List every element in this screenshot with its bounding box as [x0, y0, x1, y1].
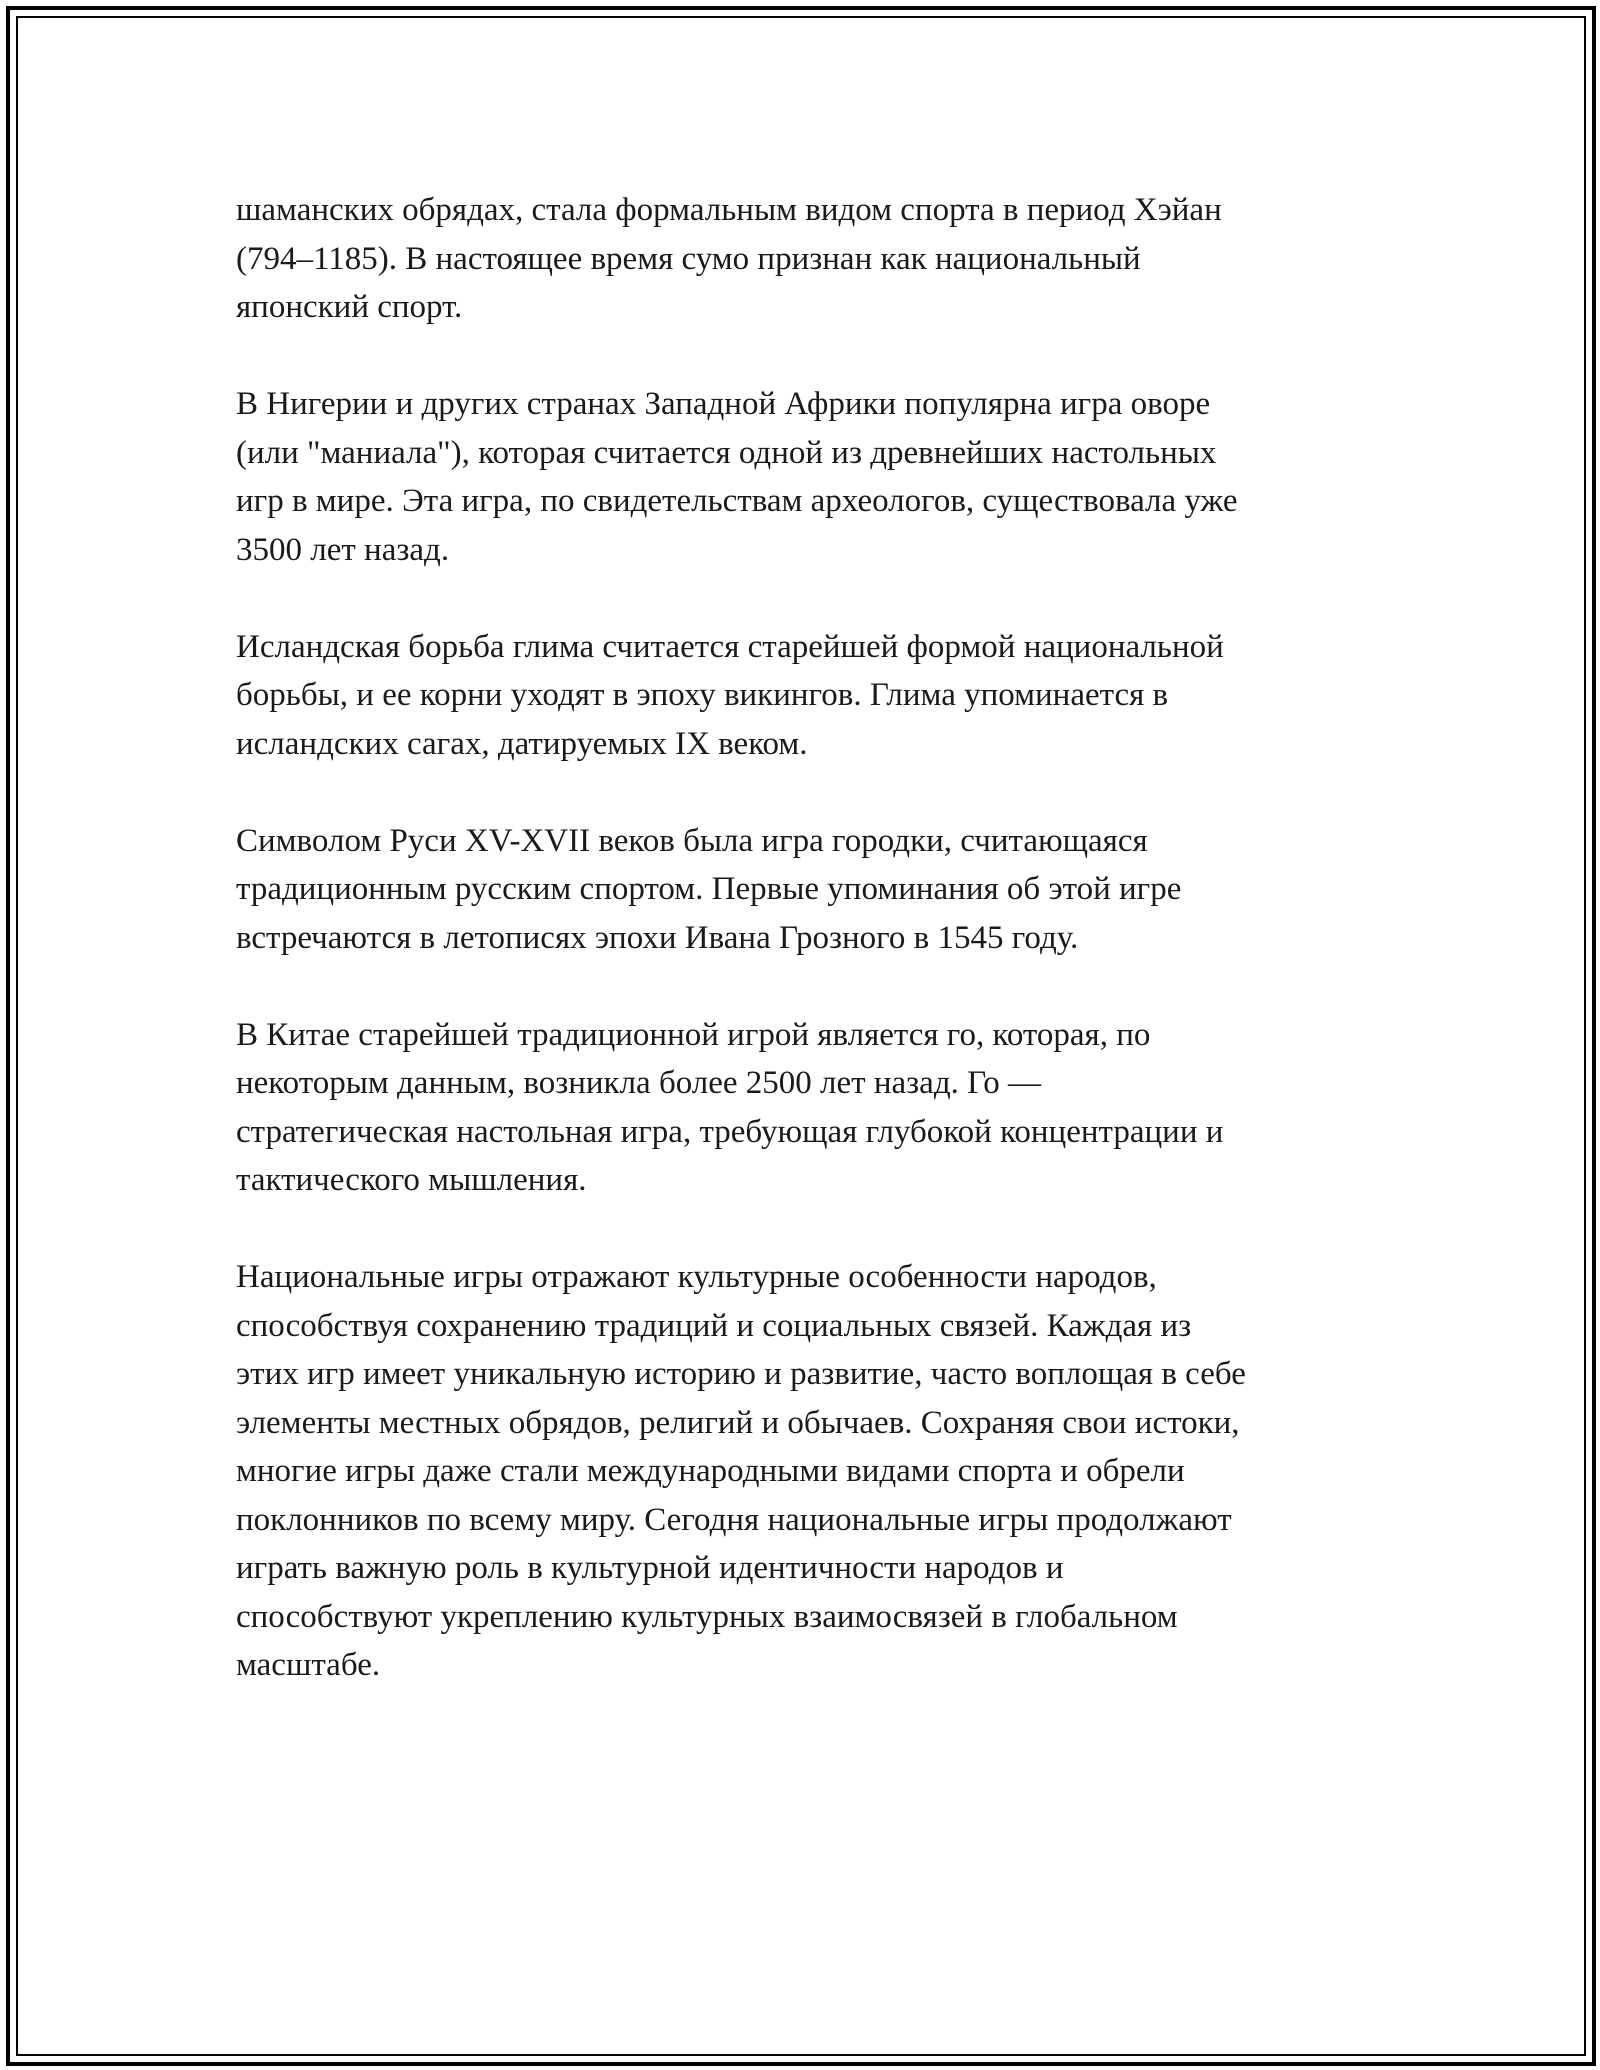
paragraph-conclusion: Национальные игры отражают культурные особенности народов, способствуя сохранению традиций и социальных связей. Каждая из этих игр имеет уникальную историю и развитие, часто воплощая в себе элементы местных обрядов, религий и обычаев. Сохраняя свои истоки, многие игры даже стали международными видами спорта и обрели поклонников по всему миру. Сегодня национальные игры продолжают играть важную роль в культурной идентичности народов и способствуют укреплению культурных взаимосвязей в глобальном масштабе.	[236, 1259, 1246, 1683]
paragraph-glima: Исландская борьба глима считается старейшей формой национальной борьбы, и ее корни уходят в эпоху викингов. Глима упоминается в исландских сагах, датируемых IX веком.	[236, 628, 1224, 762]
document-body	[236, 186, 1386, 1738]
paragraph-owari: В Нигерии и других странах Западной Африки популярна игра оворе (или "маниала"), которая считается одной из древнейших настольных игр в мире. Эта игра, по свидетельствам археологов, существовала уже 3500 лет назад.	[236, 386, 1238, 568]
paragraph-gorodki: Символом Руси XV-XVII веков была игра городки, считающаяся традиционным русским спортом. Первые упоминания об этой игре встречаются в летописях эпохи Ивана Грозного в 1545 году.	[236, 822, 1182, 956]
paragraph-sumo: шаманских обрядах, стала формальным видом спорта в период Хэйан (794–1185). В настоящее время сумо признан как национальный японский спорт.	[236, 192, 1222, 325]
paragraph-go: В Китае старейшей традиционной игрой является го, которая, по некоторым данным, возникла более 2500 лет назад. Го — стратегическая настольная игра, требующая глубокой концентрации и тактического мышления.	[236, 1016, 1224, 1198]
